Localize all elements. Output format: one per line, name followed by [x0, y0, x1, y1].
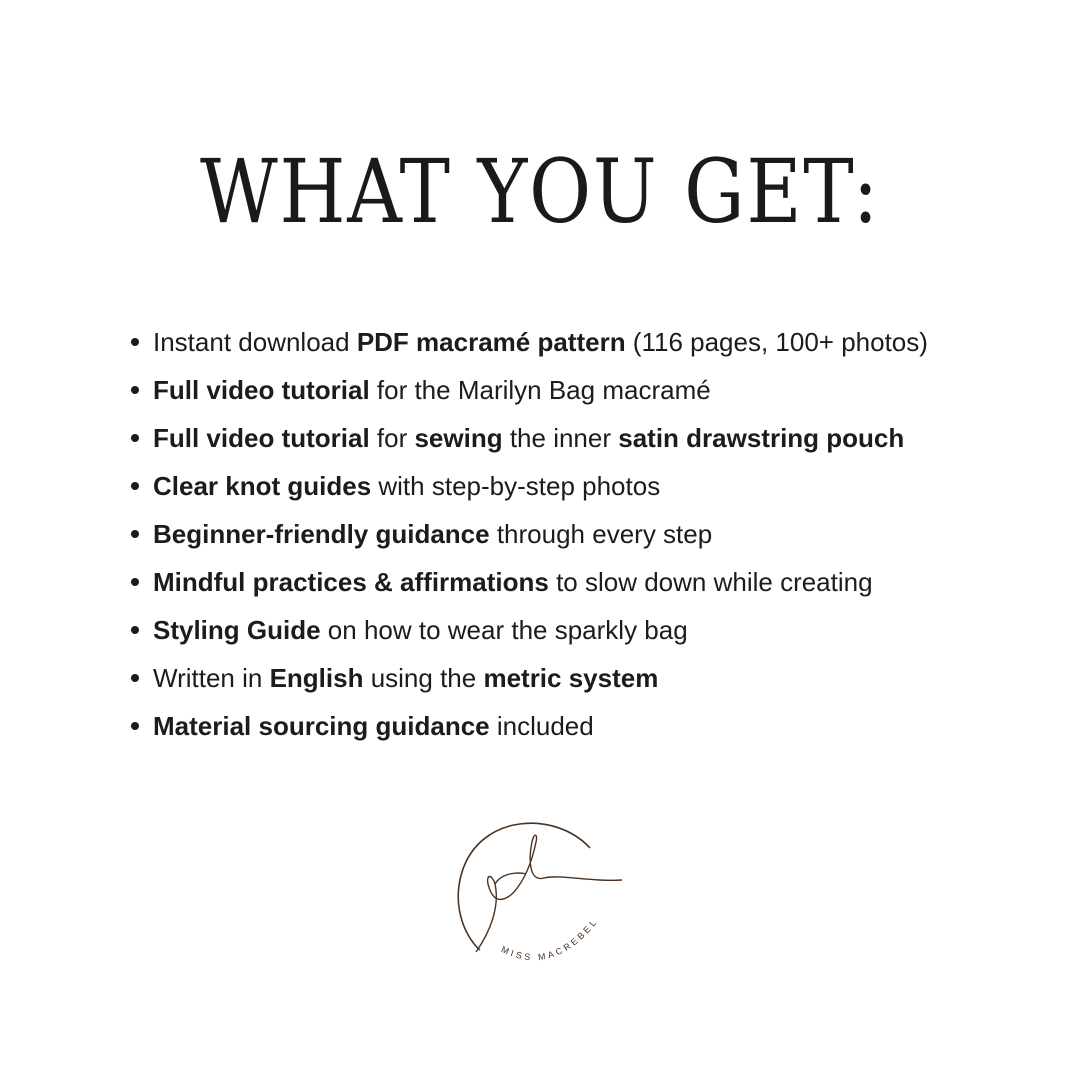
feature-item — [153, 510, 1053, 558]
bullet-icon — [131, 674, 139, 682]
miss-macrebel-logo — [440, 812, 640, 992]
feature-highlight: English — [269, 663, 364, 693]
feature-highlight: Mindful practices & affirmations — [153, 567, 549, 597]
feature-highlight: Full video tutorial — [153, 423, 370, 453]
feature-item — [153, 606, 1053, 654]
bullet-icon — [131, 578, 139, 586]
bullet-icon — [131, 626, 139, 634]
bullet-icon — [131, 482, 139, 490]
feature-text: through every step — [489, 519, 713, 549]
feature-highlight: Clear knot guides — [153, 471, 372, 501]
feature-item — [153, 414, 1053, 462]
mm-monogram-icon — [476, 835, 622, 952]
feature-item — [153, 654, 1053, 702]
feature-text: (116 pages, 100+ photos) — [625, 327, 928, 357]
bullet-icon — [131, 722, 139, 730]
bullet-icon — [131, 386, 139, 394]
brand-name — [500, 916, 600, 962]
feature-item — [153, 366, 1053, 414]
feature-highlight: Material sourcing guidance — [153, 711, 490, 741]
feature-item — [153, 318, 1053, 366]
bullet-icon — [131, 434, 139, 442]
feature-highlight: PDF macramé pattern — [356, 327, 626, 357]
page-title: WHAT YOU GET: — [199, 140, 881, 243]
feature-highlight: sewing — [414, 423, 503, 453]
feature-list — [153, 318, 1053, 750]
feature-text: to slow down while creating — [548, 567, 873, 597]
bullet-icon — [131, 530, 139, 538]
feature-text: using the — [363, 663, 484, 693]
feature-text: on how to wear the sparkly bag — [320, 615, 688, 645]
feature-highlight: satin drawstring pouch — [618, 423, 905, 453]
feature-text: the inner — [502, 423, 619, 453]
feature-highlight: Styling Guide — [153, 615, 321, 645]
feature-text: for — [369, 423, 415, 453]
feature-highlight: metric system — [483, 663, 659, 693]
logo-arc — [458, 823, 590, 950]
feature-highlight: Full video tutorial — [153, 375, 370, 405]
feature-item — [153, 702, 1053, 750]
brand-name-path: MISS MACREBEL — [499, 915, 600, 963]
feature-highlight: Beginner-friendly guidance — [153, 519, 490, 549]
feature-text: for the Marilyn Bag macramé — [369, 375, 711, 405]
feature-text: with step-by-step photos — [371, 471, 661, 501]
feature-text: Instant download — [153, 327, 357, 357]
feature-text: Written in — [153, 663, 270, 693]
feature-item — [153, 462, 1053, 510]
feature-item — [153, 558, 1053, 606]
feature-text: included — [489, 711, 594, 741]
bullet-icon — [131, 338, 139, 346]
